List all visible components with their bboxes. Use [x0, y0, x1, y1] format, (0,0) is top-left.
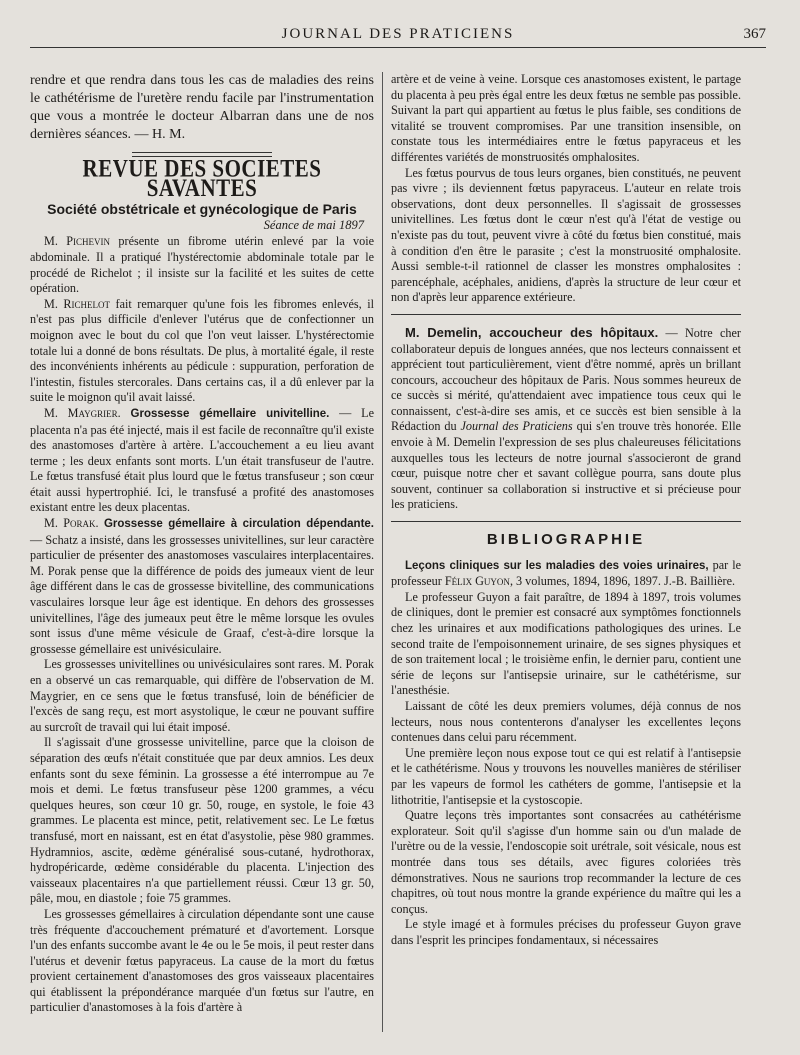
journal-name: Journal des Praticiens [460, 419, 573, 434]
communication-title: Grossesse gémellaire univitelline. [130, 407, 330, 420]
society-heading: Société obstétricale et gynécologique de Paris [47, 201, 357, 218]
speaker-name: M. Porak. [44, 516, 99, 531]
paragraph: Le professeur Guyon a fait paraître, de 1894 à 1897, trois volumes de cliniques, dont le premier est consacré aux symptômes fonctionnels chez les urinaires et aux modifications pathologiques des urines. Le second traite de l'empoisonnement urinaire, de ses signes physiques et de son traitement local ; le troisième enfin, le dernier paru, contient une série de leçons sur l'antisepsie urinaire, sur le cathétérisme, sur l'anesthésie. [391, 589, 741, 698]
column-divider [382, 72, 383, 1032]
left-column [30, 72, 374, 1016]
paragraph-pichevin: M. Pichevin présente un fibrome utérin enlevé par la voie abdominale. Il a pratiqué l'hystérectomie abdominale totale par le procédé de Richelot ; il insiste sur la facilité et les suites de cette opération. [30, 234, 375, 296]
communication-title: Grossesse gémellaire à circulation dépendante. [103, 518, 374, 531]
speaker-name: M. Maygrier. [44, 405, 121, 420]
paragraph-maygrier: M. Maygrier. Grossesse gémellaire univitelline. — Le placenta n'a pas été injecté, mais il est facile de reconnaître qu'il existe des anastomoses d'artère à artère. L'accouchement a eu lieu avant terme ; les deux enfants sont morts. L'un était transfuseur de l'autre. Le fœtus transfusé était plus lourd que le fœtus transfuseur ; son cœur était aussi hypertrophié. Ici, le transfusé a profité des anastomoses existant entre les deux placentas. [30, 405, 374, 515]
journal-title: JOURNAL DES PRATICIENS [281, 26, 515, 42]
notice-title: M. Demelin, accoucheur des hôpitaux. [405, 324, 659, 340]
page-number: 367 [743, 26, 766, 42]
book-author: Félix Guyon [444, 574, 510, 589]
demelin-notice: M. Demelin, accoucheur des hôpitaux. — Notre cher collaborateur depuis de longues années, que nos lecteurs connaissent et apprécient tout particulièrement, vient d'être nommé, après un brillant concours, accoucheur des hôpitaux de Paris. Nous sommes heureux de ce succès si mérité, qu'attendaient avec impatience tous ceux qui le connaissent, c'est-à-dire ses amis, et ce succès est bien sensible à la Rédaction du Journal des Praticiens qui s'en trouve très honorée. Elle envoie à M. Demelin l'expression de ses plus chaleureuses félicitations auxquelles tous les lecteurs de notre journal s'associeront de grand cœur, puisque notre cher et savant collègue pourra, sans doute plus souvent, continuer sa collaboration si instructive et si précieuse pour les praticiens. [391, 324, 741, 512]
section-rule [391, 314, 741, 315]
speaker-name: M. Richelot [44, 296, 111, 311]
right-column [391, 72, 741, 948]
book-reference: Leçons cliniques sur les maladies des voies urinaires, par le professeur Félix Guyon, 3 volumes, 1894, 1896, 1897. J.-B. Baillière. [391, 557, 742, 589]
paragraph: Les fœtus pourvus de tous leurs organes, bien constitués, ne peuvent pas vivre ; ils deviennent fœtus papyraceus. L'auteur en relate trois observations, dont deux personnelles. Il s'agissait de grossesses univitellines. Les fœtus dont le cœur n'est qu'à l'état de vestige ou n'existe pas du tout, peuvent vivre à côté du fœtus bien constitué, mais à condition d'en être le parasite ; c'est la monstruosité omphalosite. Aussi semble-t-il rationnel de classer les monstres omphalosites : parencéphale, acéphales, anidiens, d'après la structure de leur cœur et non d'après leur apparence extérieure. [391, 165, 741, 305]
section-rule [391, 521, 741, 522]
page-header [30, 26, 766, 48]
intro-paragraph: rendre et que rendra dans tous les cas de maladies des reins le cathétérisme de l'uretère rendu facile par l'instrumentation que vous a montrée le docteur Albarran dans une de nos dernières séances. — H. M. [30, 73, 374, 142]
speaker-name: M. Pichevin [44, 234, 111, 249]
paragraph: Les grossesses univitellines ou univésiculaires sont rares. M. Porak en a observé un cas remarquable, qui diffère de l'observation de M. Maygrier, en ce sens que le fœtus transfusé, loin de bénéficier de l'excès de sang reçu, est mort asystolique, le cœur ne pouvant suffire au surcroît de travail qui lui était imposé. [30, 657, 374, 734]
paragraph: Les grossesses gémellaires à circulation dépendante sont une cause très fréquente d'accouchement prématuré et d'avortement. Lorsque l'un des enfants succombe avant le 4e ou le 5e mois, il peut rester dans l'utérus et devenir fœtus papyraceus. La cause de la mort du fœtus provient certainement d'anastomoses des gros vaisseaux placentaires qui établissent la prépondérance marquée d'un fœtus sur l'autre, en particulier d'anastomoses à la fois d'artère à [30, 906, 374, 1015]
paragraph: artère et de veine à veine. Lorsque ces anastomoses existent, le partage du placenta à peu près égal entre les deux fœtus ne semble pas possible. Suivant la part qui appartient au fœtus le plus faible, ses conditions de vitalité se trouvent compromises. Par une transition insensible, on constate tous les intermédiaires entre le fœtus papyraceus et les différentes variétés de monstruosités omphalosites. [391, 72, 741, 164]
seance-date: Séance de mai 1897 [263, 217, 364, 232]
paragraph-porak: M. Porak. Grossesse gémellaire à circulation dépendante. — Schatz a insisté, dans les grossesses univitellines, sur leur caractère particulier de présenter des anastomoses vasculaires interplacentaires. M. Porak pense que la différence de poids des jumeaux vient de leur âge différent dans le cas de grossesse bivitelline, des communications vasculaires lorsque leur âge est identique. En dehors des grossesses univitellines, l'âge des jumeaux peut être le même lorsque les ovules sont issus d'une même vésicule de Graaf, c'est-à-dire lorsque la grossesse gémellaire est univésiculaire. [30, 516, 374, 656]
paragraph: Quatre leçons très importantes sont consacrées au cathétérisme explorateur. Soit qu'il s'agisse d'un homme sain ou d'un malade de l'urètre ou de la vessie, l'endoscopie soit urétrale, soit vésicale, nous est montrée dans tous ses détails, avec figures coloriées très démonstratives. Nous ne saurions trop recommander la lecture de ces chapitres, où tout nous montre la grande expérience du maître qui les a conçus. [391, 808, 741, 916]
header-rule [30, 47, 766, 48]
paragraph: Le style imagé et à formules précises du professeur Guyon grave dans l'esprit les principes fondamentaux, si nécessaires [391, 917, 741, 947]
paragraph: Une première leçon nous expose tout ce qui est relatif à l'antisepsie et le cathétérisme. Nous y trouvons les nouvelles manières de stériliser par les vapeurs de formol les cathéters de gomme, l'antisepsie et la lithotritie, l'antisepsie et la cystoscopie. [391, 745, 741, 807]
bibliography-heading: BIBLIOGRAPHIE [486, 531, 646, 549]
book-title: Leçons cliniques sur les maladies des voies urinaires, [405, 559, 709, 572]
paragraph-richelot: M. Richelot fait remarquer qu'une fois les fibromes enlevés, il n'est pas plus difficile d'enlever l'utérus que de confectionner un moignon avec le bout du col que l'on veut laisser. L'hystérectomie totale lui a donné de bons résultats. De plus, à mortalité égale, il reste des inconvénients inhérents au pédicule : suppuration, perforation de l'intestin, fistules stercorales. Dans certains cas, il a dû enlever par la suite le moignon qu'il avait laissé. [30, 296, 374, 405]
paragraph: Laissant de côté les deux premiers volumes, déjà connus de nos lecteurs, nous nous contenterons d'analyser les excellentes leçons contenues dans celui paru récemment. [391, 698, 741, 745]
section-title: REVUE DES SOCIETES SAVANTES [82, 153, 322, 202]
paragraph: Il s'agissait d'une grossesse univitelline, parce que la cloison de séparation des œufs n'était constituée que par deux amnios. Les deux enfants sont du sexe féminin. La grossesse a été interrompue au 7e mois et demi. Le fœtus transfuseur pèse 1200 grammes, a vécu quelques heures, son cœur 10 gr. 50, rouge, en systole, le foie 43 grammes. Le placenta est mince, petit, relativement sec. Le Le fœtus transfusé, mort en naissant, est en état d'asystolie, pèse 980 grammes. Hydramnios, ascite, œdème généralisé sous-cutané, hydrothorax, hydropéricarde, œdème considérable du placenta. L'injection des vaisseaux placentaires n'a que partiellement réussi. Cœur 13 gr. 50, pâle, mou, en diastole ; foie 75 grammes. [30, 735, 374, 906]
